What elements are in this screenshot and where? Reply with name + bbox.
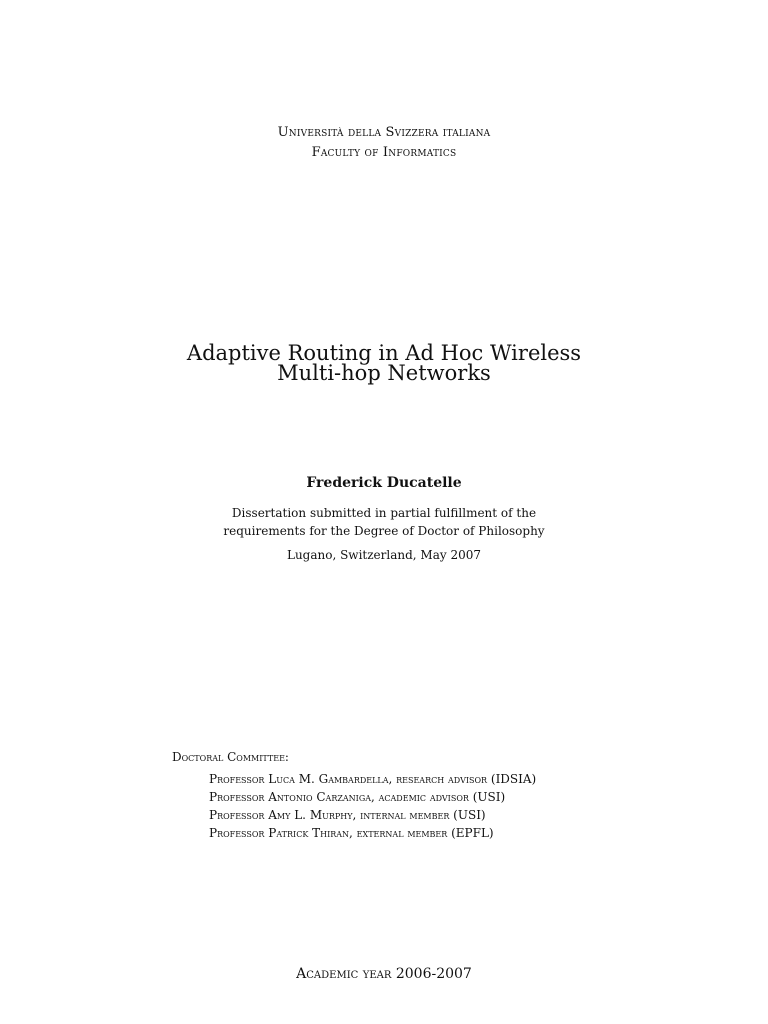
submission-line-1: Dissertation submitted in partial fulfillment of the — [231, 506, 537, 520]
academic-year: Academic year 2006-2007 — [296, 966, 472, 982]
faculty-name: Faculty of Informatics — [311, 145, 457, 160]
thesis-title-line-2: Multi-hop Networks — [277, 361, 491, 385]
author-name: Frederick Ducatelle — [306, 475, 462, 491]
committee-list — [209, 770, 536, 842]
committee-member: Professor Patrick Thiran, external member (EPFL) — [209, 826, 494, 840]
submission-line-2: requirements for the Degree of Doctor of Philosophy — [223, 524, 545, 538]
place-and-date: Lugano, Switzerland, May 2007 — [286, 548, 482, 562]
thesis-title-line-1: Adaptive Routing in Ad Hoc Wireless — [186, 341, 582, 365]
committee-member: Professor Luca M. Gambardella, research advisor (IDSIA) — [209, 772, 537, 786]
committee-member: Professor Amy L. Murphy, internal member (USI) — [209, 808, 486, 822]
committee-heading: Doctoral Committee: — [172, 750, 289, 764]
committee-member: Professor Antonio Carzaniga, academic advisor (USI) — [209, 790, 506, 804]
university-name: Università della Svizzera italiana — [277, 125, 491, 140]
